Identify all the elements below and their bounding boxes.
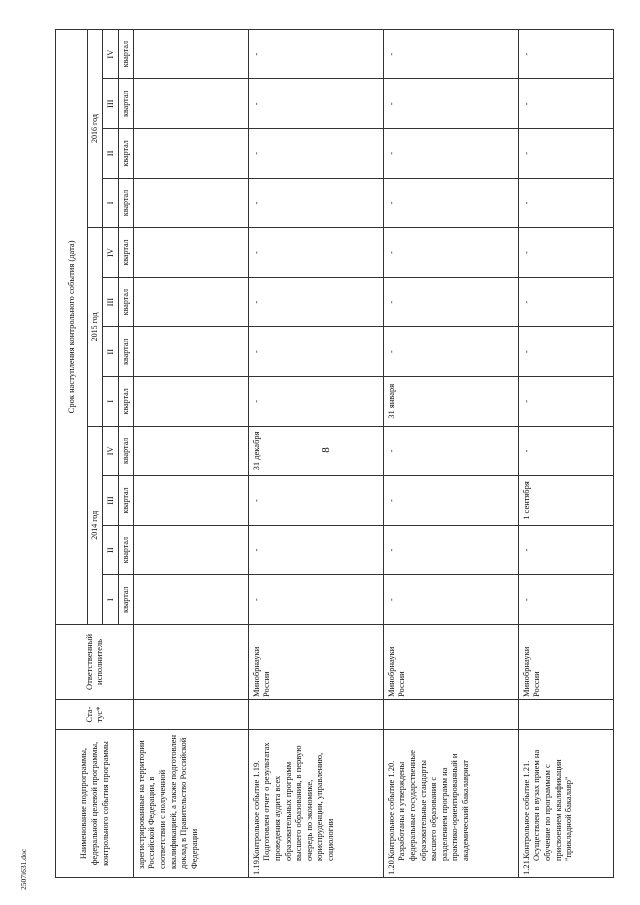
header-quarter-numeral: I — [103, 377, 119, 427]
header-quarter-numeral: IV — [103, 29, 119, 79]
deadline-cell: - — [518, 29, 613, 79]
deadline-cell: 1 сентября — [518, 476, 613, 526]
deadline-cell: - — [383, 129, 518, 179]
event-description: Контрольное событие 1.19. Подготовлен отчет о результатах проведения аудита всех образовательных программ высшего образования, в первую очередь по экономике, юриспруденции, управлению, социологии — [250, 742, 335, 861]
header-year-2016: 2016 год — [88, 29, 103, 227]
header-responsible-column: Ответственный исполнитель — [56, 625, 134, 700]
deadline-cell: - — [383, 79, 518, 129]
event-name-cell — [383, 730, 518, 878]
event-description: Контрольное событие 1.21. Осуществлен в вузах прием на обучение по программам с присвоением квалификации "прикладной бакалавр" — [520, 749, 574, 861]
deadline-cell: - — [248, 29, 383, 79]
deadline-cell: - — [518, 525, 613, 575]
event-status-cell — [383, 700, 518, 730]
header-year-2014: 2014 год — [88, 426, 103, 624]
continuation-text: зарегистрированные на территории Российской Федерации, в соответствии с полученной квалификацией, а также подготовлен доклад в Правительство Российской Федерации — [133, 730, 248, 878]
deadline-cell: - — [383, 29, 518, 79]
deadline-cell: - — [518, 277, 613, 327]
deadline-cell: - — [518, 178, 613, 228]
header-quarter-word: квартал — [118, 29, 133, 79]
event-responsible-cell: Минобрнауки России — [383, 625, 518, 700]
header-status-column: Ста-тус* — [56, 700, 134, 730]
header-quarter-word: квартал — [118, 377, 133, 427]
header-name-column: Наименование подпрограммы, федеральной целевой программы, контрольного события программы — [56, 730, 134, 878]
deadline-cell: - — [518, 79, 613, 129]
continuation-status — [133, 700, 248, 730]
table-row — [518, 29, 613, 877]
deadline-cell: - — [383, 426, 518, 476]
header-quarter-word: квартал — [118, 228, 133, 278]
rotated-sheet — [55, 30, 615, 878]
event-responsible-cell: Минобрнауки России — [248, 625, 383, 700]
header-quarter-word: квартал — [118, 277, 133, 327]
event-status-cell — [518, 700, 613, 730]
deadline-cell: - — [383, 178, 518, 228]
header-quarter-word: квартал — [118, 575, 133, 625]
deadline-cell: - — [383, 277, 518, 327]
header-quarter-numeral: IV — [103, 426, 119, 476]
deadline-cell: - — [518, 228, 613, 278]
continuation-responsible — [133, 625, 248, 700]
table-row — [383, 29, 518, 877]
header-quarter-numeral: III — [103, 79, 119, 129]
header-quarter-word: квартал — [118, 327, 133, 377]
header-deadline-group: Срок наступления контрольного события (дата) — [56, 29, 88, 624]
footer-doc-id: 2507i631.doc — [19, 848, 28, 890]
header-quarter-numeral: I — [103, 178, 119, 228]
deadline-cell: 31 декабря — [248, 426, 383, 476]
event-name-cell — [248, 730, 383, 878]
page-number: 8 — [320, 447, 332, 453]
deadline-cell: - — [383, 228, 518, 278]
event-description: Контрольное событие 1.20. Разработаны и утверждены федеральные государственные образовательные стандарты высшего образования с разделением программ на практико-ориентированный и академический бакалавриат — [385, 750, 470, 861]
deadline-cell: 31 января — [383, 377, 518, 427]
deadline-cell: - — [248, 476, 383, 526]
header-quarter-word: квартал — [118, 476, 133, 526]
deadline-cell: - — [248, 377, 383, 427]
header-quarter-numeral: I — [103, 575, 119, 625]
deadline-cell: - — [383, 525, 518, 575]
event-responsible-cell: Минобрнауки России — [518, 625, 613, 700]
deadline-cell: - — [248, 178, 383, 228]
header-quarter-numeral: II — [103, 327, 119, 377]
header-quarter-numeral: III — [103, 277, 119, 327]
deadline-cell: - — [248, 575, 383, 625]
header-quarter-numeral: II — [103, 525, 119, 575]
deadline-cell: - — [518, 575, 613, 625]
deadline-cell: - — [518, 426, 613, 476]
deadline-cell: - — [383, 327, 518, 377]
header-quarter-word: квартал — [118, 129, 133, 179]
header-quarter-numeral: II — [103, 129, 119, 179]
event-status-cell — [248, 700, 383, 730]
deadline-cell: - — [248, 277, 383, 327]
deadline-cell: - — [248, 228, 383, 278]
deadline-cell: - — [248, 79, 383, 129]
event-number: 1.21. — [520, 858, 531, 875]
deadline-cell: - — [248, 525, 383, 575]
event-number: 1.20. — [385, 858, 396, 875]
deadline-cell: - — [383, 476, 518, 526]
deadline-cell: - — [518, 377, 613, 427]
header-quarter-numeral: III — [103, 476, 119, 526]
header-quarter-word: квартал — [118, 79, 133, 129]
header-quarter-word: квартал — [118, 426, 133, 476]
deadline-cell: - — [518, 327, 613, 377]
deadline-cell: - — [518, 129, 613, 179]
deadline-cell: - — [248, 129, 383, 179]
table-row — [248, 29, 383, 877]
header-quarter-word: квартал — [118, 525, 133, 575]
event-number: 1.19. — [250, 858, 261, 875]
header-quarter-word: квартал — [118, 178, 133, 228]
header-quarter-numeral: IV — [103, 228, 119, 278]
deadline-cell: - — [383, 575, 518, 625]
control-events-table — [55, 29, 614, 878]
header-year-2015: 2015 год — [88, 228, 103, 426]
event-name-cell — [518, 730, 613, 878]
deadline-cell: - — [248, 327, 383, 377]
